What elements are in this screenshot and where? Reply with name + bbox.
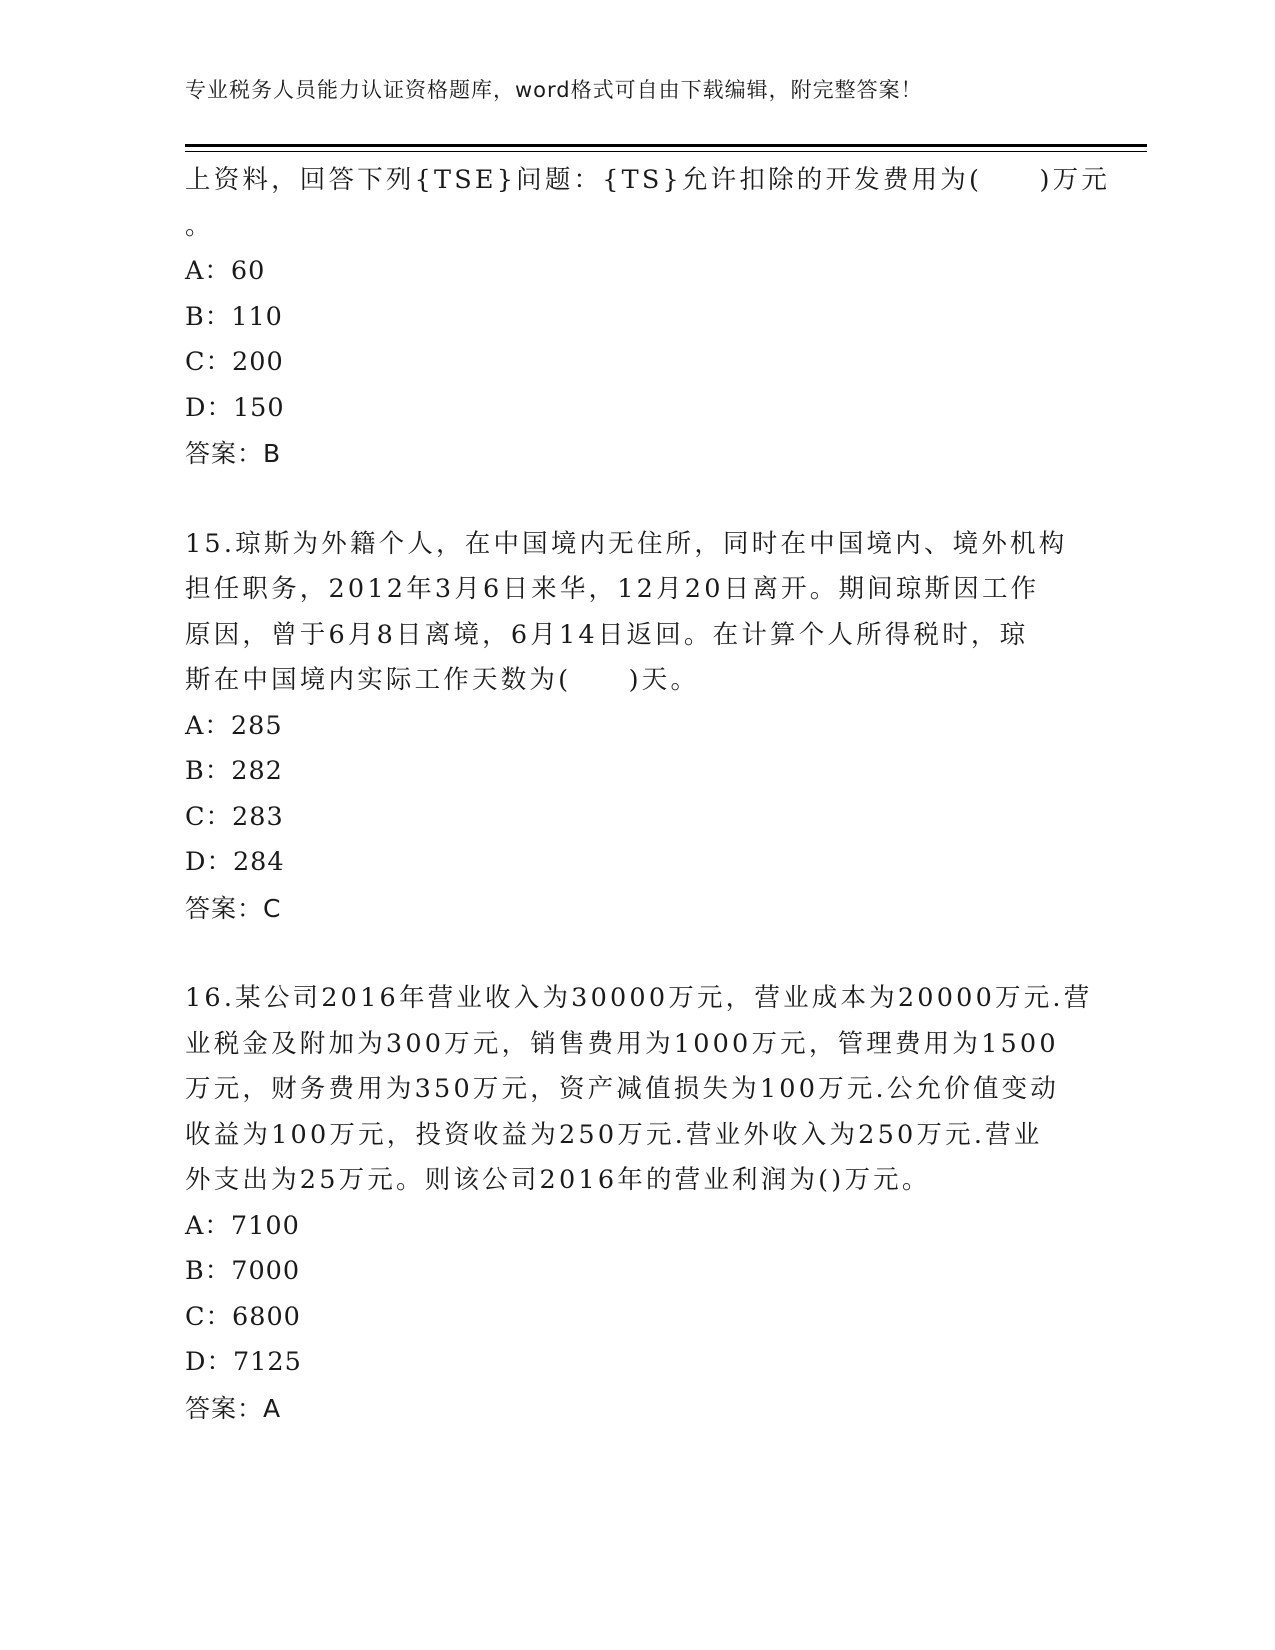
- option-a: A：285: [185, 710, 283, 741]
- answer: [185, 1386, 1085, 1432]
- question-stem-line: 业税金及附加为300万元，销售费用为1000万元，管理费用为1500: [185, 1028, 1059, 1059]
- question-stem-line: 外支出为25万元。则该公司2016年的营业利润为()万元。: [185, 1165, 931, 1195]
- answer-value: B: [263, 439, 282, 468]
- option-d: D：7125: [185, 1347, 302, 1377]
- option-d: D：284: [185, 847, 285, 877]
- question-item: [185, 158, 1111, 477]
- question-stem-line: 万元，财务费用为350万元，资产减值损失为100万元.公允价值变动: [185, 1074, 1060, 1104]
- answer: [185, 431, 1085, 477]
- question-stem-line: 上资料，回答下列{TSE}问题：{TS}允许扣除的开发费用为( )万元: [185, 165, 1111, 195]
- option-b: B：110: [185, 301, 283, 332]
- answer-value: C: [263, 893, 282, 923]
- question-stem-line: 。: [185, 210, 214, 241]
- question-stem-line: 担任职务，2012年3月6日来华，12月20日离开。期间琼斯因工作: [185, 574, 1040, 604]
- page-header: 专业税务人员能力认证资格题库，word格式可自由下载编辑，附完整答案！: [185, 78, 923, 102]
- question-stem-line: 原因，曾于6月8日离境，6月14日返回。在计算个人所得税时，琼: [185, 619, 1029, 650]
- option-a: A：7100: [185, 1210, 300, 1241]
- answer-label: 答案：: [185, 1393, 264, 1423]
- option-c: C：283: [185, 801, 284, 832]
- option-b: B：282: [185, 756, 283, 786]
- question-stem-line: 16.某公司2016年营业收入为30000万元，营业成本为20000万元.营: [185, 983, 1093, 1013]
- question-stem-line: 收益为100万元，投资收益为250万元.营业外收入为250万元.营业: [185, 1119, 1043, 1150]
- question-list: [185, 158, 1111, 1431]
- question-item: [185, 522, 1085, 932]
- question-stem-line: 斯在中国境内实际工作天数为( )天。: [185, 665, 700, 695]
- answer-label: 答案：: [185, 893, 264, 923]
- option-d: D：150: [185, 392, 285, 423]
- option-a: A：60: [185, 256, 266, 286]
- answer-value: A: [263, 1393, 282, 1423]
- question-item: [185, 976, 1093, 1431]
- answer-label: 答案：: [185, 439, 264, 468]
- header-rule-thin: [185, 151, 1147, 152]
- option-c: C：6800: [185, 1301, 301, 1332]
- question-stem-line: 15.琼斯为外籍个人，在中国境内无住所，同时在中国境内、境外机构: [185, 528, 1068, 559]
- answer: [185, 886, 1085, 932]
- option-c: C：200: [185, 347, 284, 377]
- header-rule-thick: [185, 144, 1147, 147]
- option-b: B：7000: [185, 1256, 301, 1286]
